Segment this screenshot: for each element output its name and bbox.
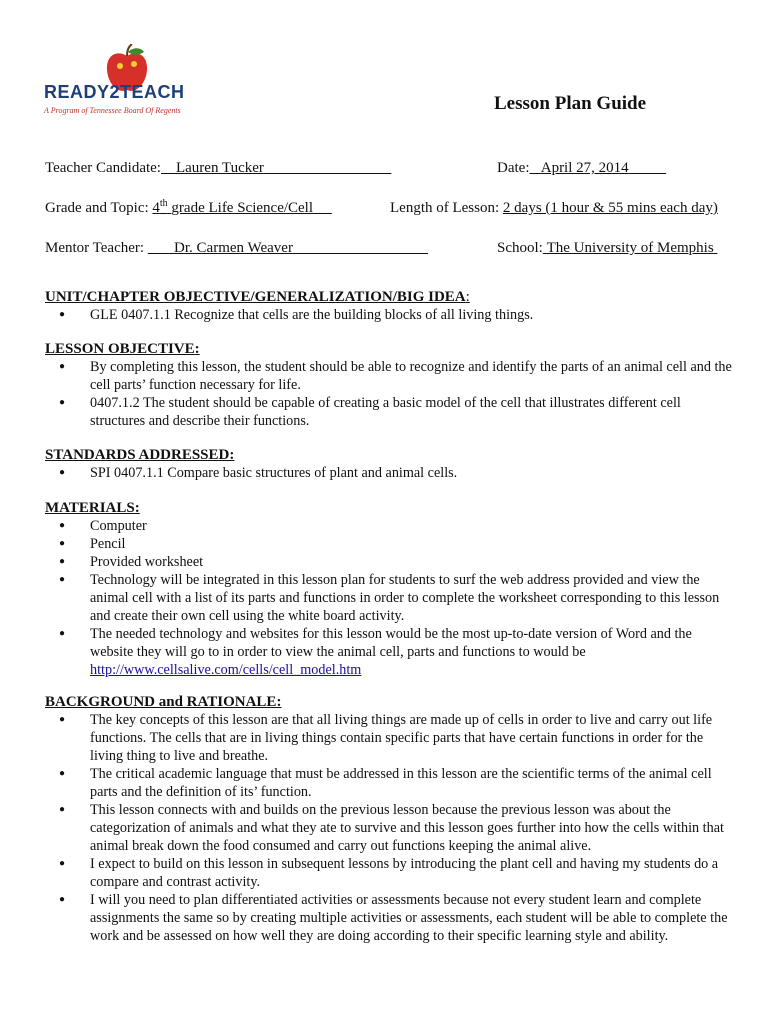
mentor-field (45, 240, 428, 257)
standards-heading: STANDARDS ADDRESSED: (45, 447, 235, 463)
date-field (497, 160, 666, 177)
teacher-field (45, 160, 391, 177)
length-field (390, 200, 718, 217)
list-item: ● I will you need to plan differentiated activities or assessments because not every student learn and complete assignments the same so by creating multiple activities or assessments, each student will be able to complete the work and be assessed on how well they are doing according to their specific learning style and ability. (45, 891, 735, 945)
list-item: ● The critical academic language that must be addressed in this lesson are the scientific terms of the animal cell parts and the definition of its’ function. (45, 765, 735, 801)
objective-section (45, 340, 735, 430)
list-item: ● Technology will be integrated in this lesson plan for students to surf the web address provided and view the animal cell with a list of its parts and functions in order to complete the worksheet corresponding to this lesson and create their own cell using the white board activity. (45, 571, 735, 625)
list-item: ● GLE 0407.1.1 Recognize that cells are the building blocks of all living things. (45, 306, 735, 324)
background-list (45, 711, 735, 945)
unit-heading: UNIT/CHAPTER OBJECTIVE/GENERALIZATION/BIG IDEA: (45, 289, 470, 305)
unit-list (45, 306, 735, 324)
list-item: ● Computer (45, 517, 735, 535)
list-item: ● Pencil (45, 535, 735, 553)
logo-wordmark: READY2TEACH (44, 82, 185, 102)
ready2teach-logo (44, 44, 194, 114)
school-label: School: (497, 240, 543, 256)
logo-tagline: A Program of Tennessee Board Of Regents (44, 106, 181, 115)
unit-section (45, 288, 735, 324)
background-heading: BACKGROUND and RATIONALE: (45, 694, 282, 710)
mentor-label: Mentor Teacher: (45, 240, 145, 256)
list-item: ● 0407.1.2 The student should be capable of creating a basic model of the cell that illustrates different cell structures and describe their functions. (45, 394, 735, 430)
list-item: ● By completing this lesson, the student should be able to recognize and identify the parts of an animal cell and the cell parts’ function necessary for life. (45, 358, 735, 394)
background-section (45, 693, 735, 945)
objective-list (45, 358, 735, 430)
page-title: Lesson Plan Guide (494, 93, 647, 114)
school-field (497, 240, 717, 257)
cellsalive-link[interactable]: http://www.cellsalive.com/cells/cell_model.htm (90, 662, 362, 678)
list-item: ● The needed technology and websites for this lesson would be the most up-to-date version of Word and the website they will go to in order to view the animal cell, parts and functions to would be http://www.cellsalive.com/cells/cell_model.htm (45, 625, 735, 679)
standards-section (45, 446, 735, 482)
objective-heading: LESSON OBJECTIVE: (45, 341, 200, 357)
list-item: ● Provided worksheet (45, 553, 735, 571)
standards-list (45, 464, 735, 482)
teacher-value: Lauren Tucker (175, 160, 264, 176)
date-value: April 27, 2014 (540, 160, 629, 176)
length-value: 2 days (1 hour & 55 mins each day) (502, 200, 718, 216)
mentor-value: Dr. Carmen Weaver (174, 240, 293, 256)
materials-list (45, 517, 735, 679)
grade-field (45, 200, 332, 217)
grade-value: 4th grade Life Science/Cell (152, 198, 314, 216)
materials-heading: MATERIALS: (45, 500, 140, 516)
length-label: Length of Lesson: (390, 200, 500, 216)
list-item: ● I expect to build on this lesson in subsequent lessons by introducing the plant cell and having my students do a compare and contrast activity. (45, 855, 735, 891)
teacher-label: Teacher Candidate: (45, 160, 161, 176)
list-item: ● This lesson connects with and builds on the previous lesson because the previous lesson was about the categorization of animals and what they ate to survive and this lesson goes further into how the cells within that animal break down the food consumed and carry out functions keeping the animal alive. (45, 801, 735, 855)
list-item: ● The key concepts of this lesson are that all living things are made up of cells in order to live and carry out life functions. The cells that are in living things contain specific parts that have certain functions in order for the living thing to live and breathe. (45, 711, 735, 765)
date-label: Date: (497, 160, 530, 176)
list-item: ● SPI 0407.1.1 Compare basic structures of plant and animal cells. (45, 464, 735, 482)
school-value: The University of Memphis (546, 240, 714, 256)
materials-section (45, 499, 735, 679)
grade-label: Grade and Topic: (45, 200, 149, 216)
